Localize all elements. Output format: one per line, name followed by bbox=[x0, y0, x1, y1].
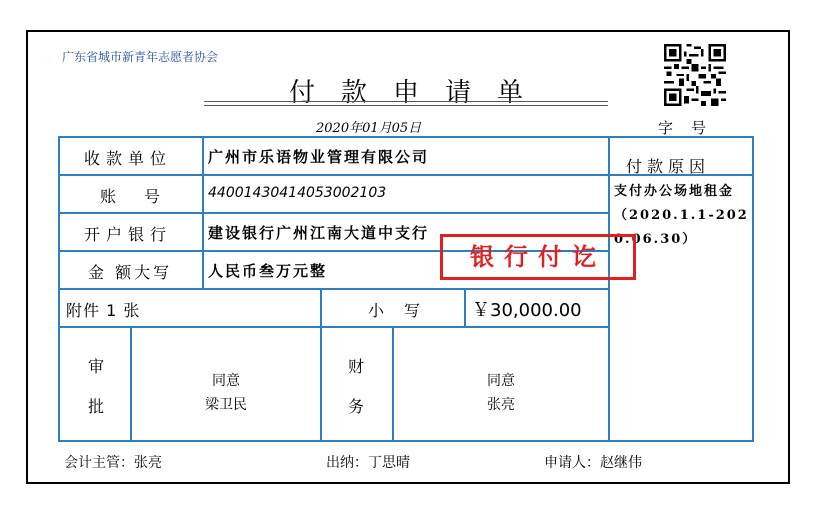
finance-label-bottom: 务 bbox=[348, 397, 371, 416]
form-date: 2020年01月05日 bbox=[316, 121, 422, 136]
amount-small-value: ￥30,000.00 bbox=[472, 300, 582, 321]
approval-signer: 梁卫民 bbox=[205, 397, 247, 413]
bank-value: 建设银行广州江南大道中支行 bbox=[208, 224, 430, 242]
title-underline-double bbox=[204, 105, 608, 106]
organization-name: 广东省城市新青年志愿者协会 bbox=[62, 50, 219, 64]
amount-words-value: 人民币叁万元整 bbox=[208, 262, 328, 280]
bank-label: 开户银行 bbox=[84, 225, 173, 244]
amount-words-label: 金 额大写 bbox=[88, 263, 173, 282]
approval-label-cell bbox=[58, 326, 132, 442]
account-label: 账号 bbox=[100, 187, 189, 206]
reason-value: 支付办公场地租金（2020.1.1-2020.06.30） bbox=[614, 184, 749, 247]
amount-small-label: 小写 bbox=[368, 301, 441, 320]
title-underline bbox=[204, 101, 608, 102]
finance-label-top: 财 bbox=[348, 357, 371, 376]
approval-opinion: 同意 bbox=[212, 373, 240, 389]
qr-code-icon bbox=[664, 44, 726, 106]
number-label: 字号 bbox=[657, 119, 724, 137]
approval-label-top: 审 bbox=[88, 357, 111, 376]
reason-label: 付款原因 bbox=[626, 157, 711, 176]
form-title: 付款申请单 bbox=[288, 78, 549, 108]
finance-label-cell bbox=[320, 326, 394, 442]
footer-cashier: 出纳：丁思晴 bbox=[326, 455, 410, 471]
bank-paid-stamp: 银行付讫 bbox=[440, 234, 636, 280]
finance-signer: 张亮 bbox=[487, 397, 515, 413]
footer-applicant: 申请人：赵继伟 bbox=[544, 455, 642, 471]
payee-label: 收款单位 bbox=[84, 149, 173, 168]
account-value: 44001430414053002103 bbox=[208, 185, 387, 201]
payee-value: 广州市乐语物业管理有限公司 bbox=[208, 148, 430, 166]
finance-opinion: 同意 bbox=[487, 373, 515, 389]
attachments-label: 附件 1 张 bbox=[66, 301, 141, 320]
approval-label-bottom: 批 bbox=[88, 397, 111, 416]
footer-accountant: 会计主管：张亮 bbox=[64, 455, 162, 471]
